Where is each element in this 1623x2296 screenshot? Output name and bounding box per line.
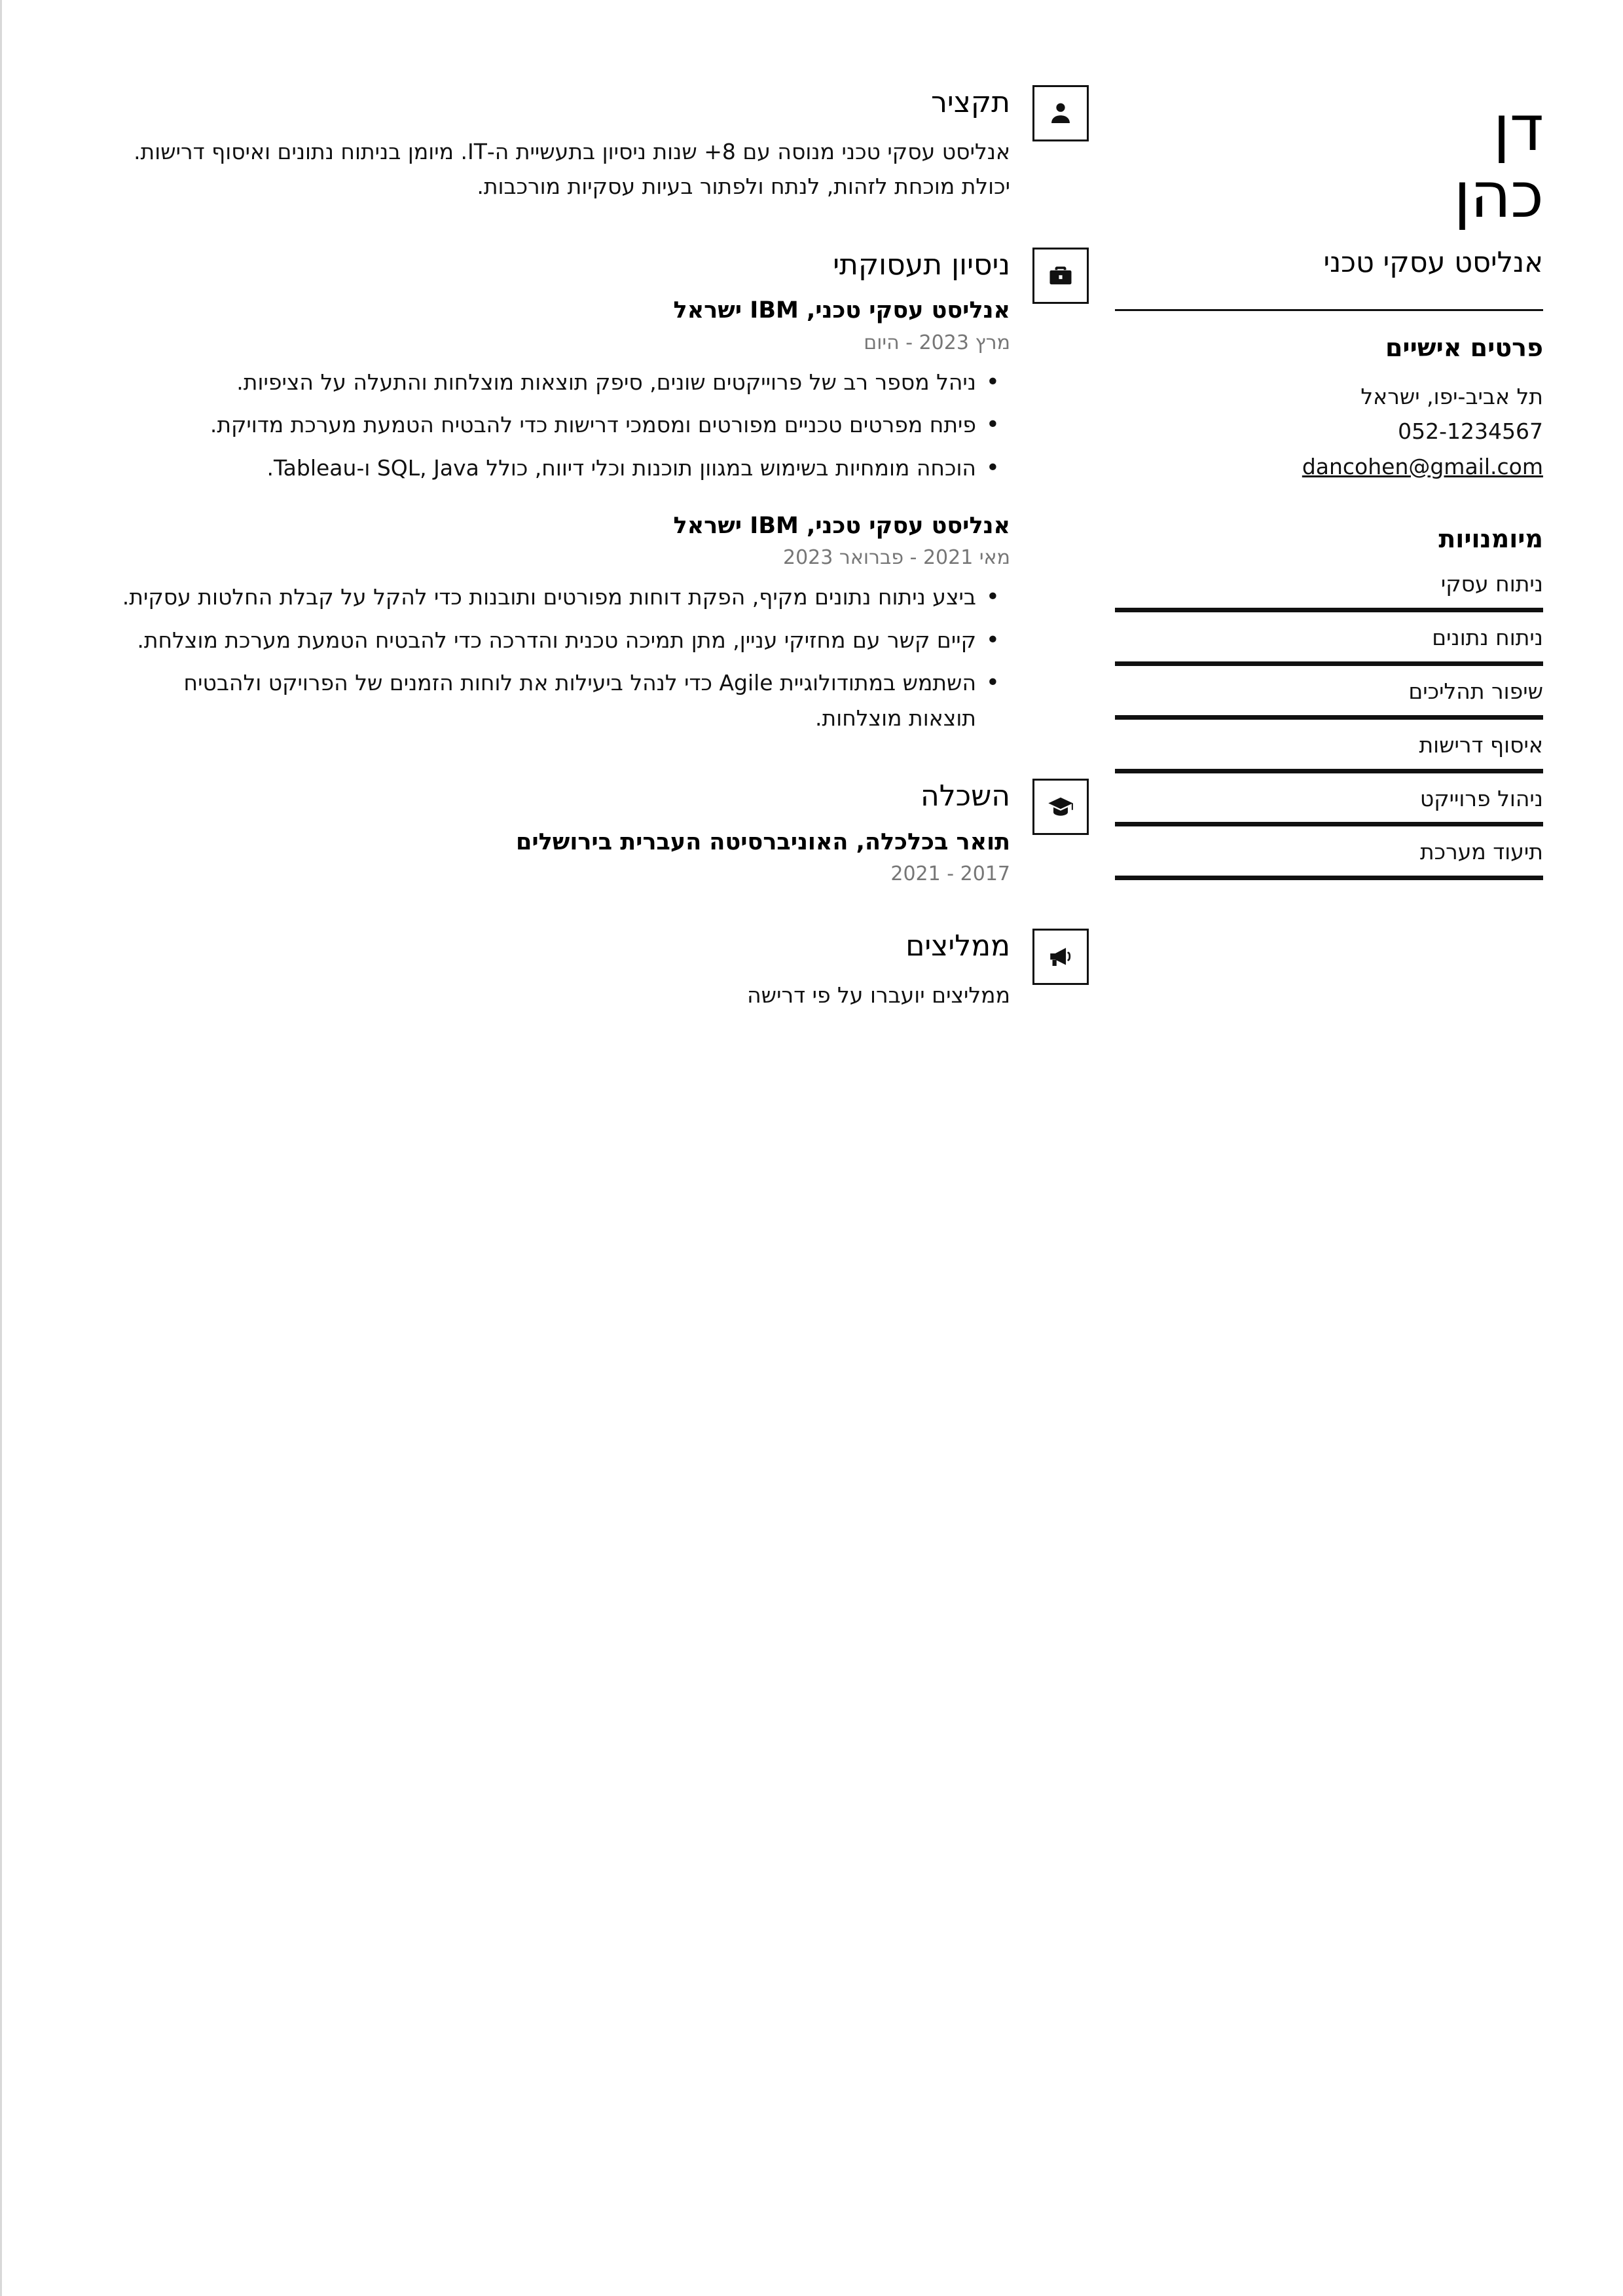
experience-heading: ניסיון תעסוקתי: [833, 248, 1010, 282]
sidebar: [1108, 79, 1560, 1049]
job-entry: [122, 296, 1010, 485]
job-title: אנליסט עסקי טכני: [1323, 246, 1543, 279]
summary-section: [122, 79, 1089, 204]
sidebar-divider: [1115, 309, 1543, 311]
skills-list: [1115, 570, 1543, 880]
job-bullets: [122, 365, 1010, 485]
megaphone-icon: [1032, 929, 1089, 985]
skill-item: ניתוח נתונים: [1115, 624, 1543, 666]
job-entry: [122, 511, 1010, 735]
skill-item: איסוף דרישות: [1115, 731, 1543, 773]
references-body: [122, 922, 1010, 1012]
skill-item: שיפור תהליכים: [1115, 678, 1543, 720]
job-bullet: • הוכחה מומחיות בשימוש במגוון תוכנות וכלי דיווח, כולל SQL, Java ו-Tableau.: [122, 451, 976, 485]
location-text: תל אביב-יפו, ישראל: [1360, 383, 1543, 409]
job-bullets: [122, 580, 1010, 735]
references-text: ממליצים יועברו על פי דרישה: [747, 982, 1010, 1008]
education-entry: [122, 828, 1010, 886]
briefcase-icon: [1032, 248, 1089, 304]
references-section: [122, 922, 1089, 1012]
summary-heading: תקציר: [931, 86, 1010, 119]
experience-section: [122, 241, 1089, 736]
personal-details-section: [1115, 333, 1543, 484]
resume-layout: [0, 0, 1623, 1049]
experience-body: [122, 241, 1010, 736]
job-bullet: • השתמש במתודולוגיית Agile כדי לנהל ביעילות את לוחות הזמנים של הפרויקט ולהבטיח תוצאות מוצלחות.: [122, 665, 976, 735]
job-bullet: • פיתח מפרטים טכניים מפורטים ומסמכי דרישות כדי להבטיח הטמעת מערכת מדויקת.: [122, 407, 976, 442]
person-icon: [1032, 85, 1089, 141]
education-section: [122, 772, 1089, 885]
sidebar-spacer: [1115, 484, 1543, 525]
job-dates: מאי 2021 - פברואר 2023: [782, 546, 1010, 570]
education-school: תואר בכלכלה, האוניברסיטה העברית בירושלים: [515, 828, 1010, 855]
first-name: דן: [1493, 92, 1543, 165]
summary-text: אנליסט עסקי טכני מנוסה עם 8+ שנות ניסיון בתעשיית ה-IT. מיומן בניתוח נתונים ואיסוף דרישות. יכולת מוכחת לזהות, לנתח ולפתור בעיות עסקיות מורכבות.: [134, 138, 1010, 200]
skills-section: [1115, 525, 1543, 880]
references-heading: ממליצים: [905, 929, 1010, 963]
skill-item: תיעוד מערכת: [1115, 838, 1543, 880]
main-column: [63, 79, 1108, 1049]
personal-details-heading: פרטים אישיים: [1385, 333, 1543, 362]
job-bullet: • ניהל מספר רב של פרוייקטים שונים, סיפק תוצאות מוצלחות והתעלה על הציפיות.: [122, 365, 976, 399]
job-dates: מרץ 2023 - היום: [864, 331, 1010, 354]
skill-item: ניתוח עסקי: [1115, 570, 1543, 612]
phone-text: 052-1234567: [1398, 418, 1543, 445]
name-block: [1115, 92, 1543, 280]
education-body: [122, 772, 1010, 885]
email-link[interactable]: dancohen@gmail.com: [1302, 453, 1543, 479]
job-role: אנליסט עסקי טכני, IBM ישראל: [673, 512, 1010, 539]
education-heading: השכלה: [921, 779, 1010, 813]
graduation-cap-icon: [1032, 779, 1089, 835]
last-name: כהן: [1453, 158, 1543, 232]
education-dates: 2017 - 2021: [890, 862, 1010, 886]
summary-body: [122, 79, 1010, 204]
skill-item: ניהול פרוייקט: [1115, 785, 1543, 827]
job-bullet: • ביצע ניתוח נתונים מקיף, הפקת דוחות מפורטים ותובנות כדי להקל על קבלת החלטות עסקית.: [122, 580, 976, 614]
job-role: אנליסט עסקי טכני, IBM ישראל: [673, 297, 1010, 324]
skills-heading: מיומנויות: [1438, 524, 1543, 553]
job-bullet: • קיים קשר עם מחזיקי עניין, מתן תמיכה טכנית והדרכה כדי להבטיח הטמעת מערכת מוצלחת.: [122, 623, 976, 657]
